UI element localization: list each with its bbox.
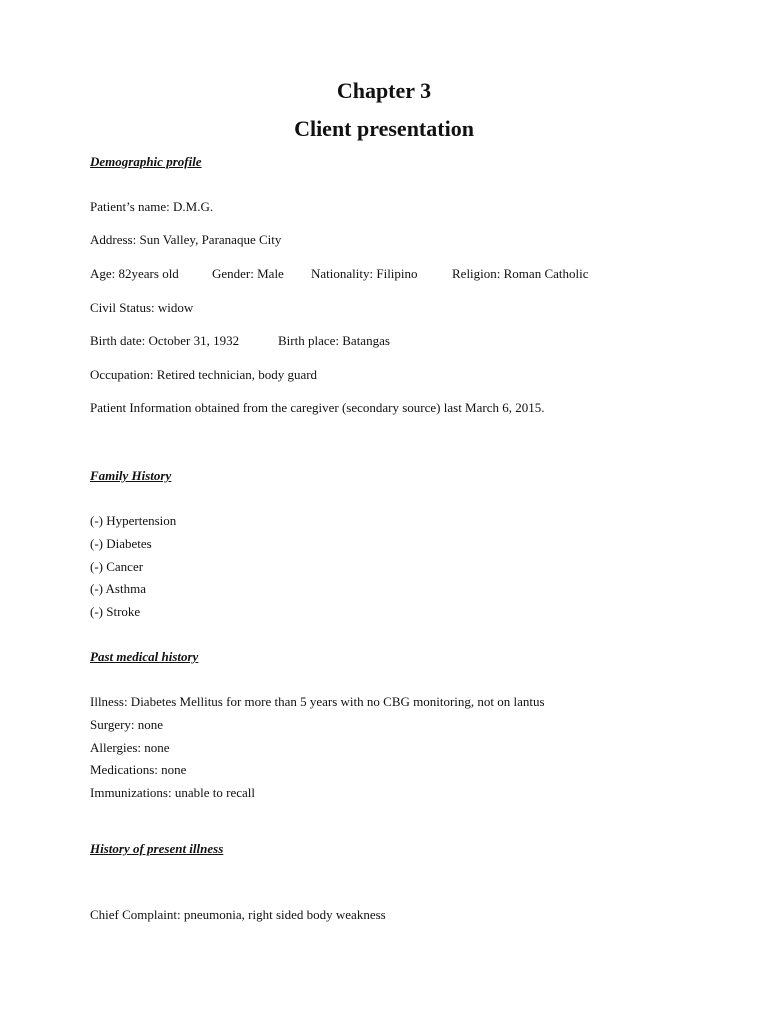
list-item: Immunizations: unable to recall xyxy=(90,785,255,800)
chief-complaint: Chief Complaint: pneumonia, right sided body weakness xyxy=(90,907,386,922)
list-item: Illness: Diabetes Mellitus for more than 5 years with no CBG monitoring, not on lantus xyxy=(90,694,545,709)
past-medical-heading: Past medical history xyxy=(90,649,199,664)
family-history-list xyxy=(90,513,176,627)
present-illness-heading: History of present illness xyxy=(90,841,224,856)
list-item: (-) Hypertension xyxy=(90,513,177,528)
page-title: Client presentation xyxy=(294,116,474,141)
birth-row xyxy=(90,333,390,349)
religion: Religion: Roman Catholic xyxy=(452,266,589,281)
birth-date: Birth date: October 31, 1932 xyxy=(90,333,240,348)
list-item: Allergies: none xyxy=(90,739,170,755)
birth-place: Birth place: Batangas xyxy=(278,333,390,348)
list-item: (-) Diabetes xyxy=(90,535,152,551)
past-medical-list xyxy=(90,694,545,808)
patient-name: Patient’s name: D.M.G. xyxy=(90,199,214,214)
list-item: Medications: none xyxy=(90,762,187,778)
age-gender-row xyxy=(90,266,589,282)
gender: Gender: Male xyxy=(212,266,284,281)
list-item: (-) Cancer xyxy=(90,558,144,574)
nationality: Nationality: Filipino xyxy=(311,266,418,281)
address: Address: Sun Valley, Paranaque City xyxy=(90,232,282,247)
chapter-heading: Chapter 3 xyxy=(336,78,432,103)
age: Age: 82years old xyxy=(90,266,179,281)
information-source: Patient Information obtained from the caregiver (secondary source) last March 6, 2015. xyxy=(90,400,545,415)
list-item: (-) Asthma xyxy=(90,581,146,597)
list-item: (-) Stroke xyxy=(90,604,141,619)
occupation: Occupation: Retired technician, body guard xyxy=(90,367,318,382)
civil-status: Civil Status: widow xyxy=(90,300,194,315)
list-item: Surgery: none xyxy=(90,716,164,732)
family-history-heading: Family History xyxy=(90,468,172,483)
demographic-heading: Demographic profile xyxy=(90,154,202,169)
